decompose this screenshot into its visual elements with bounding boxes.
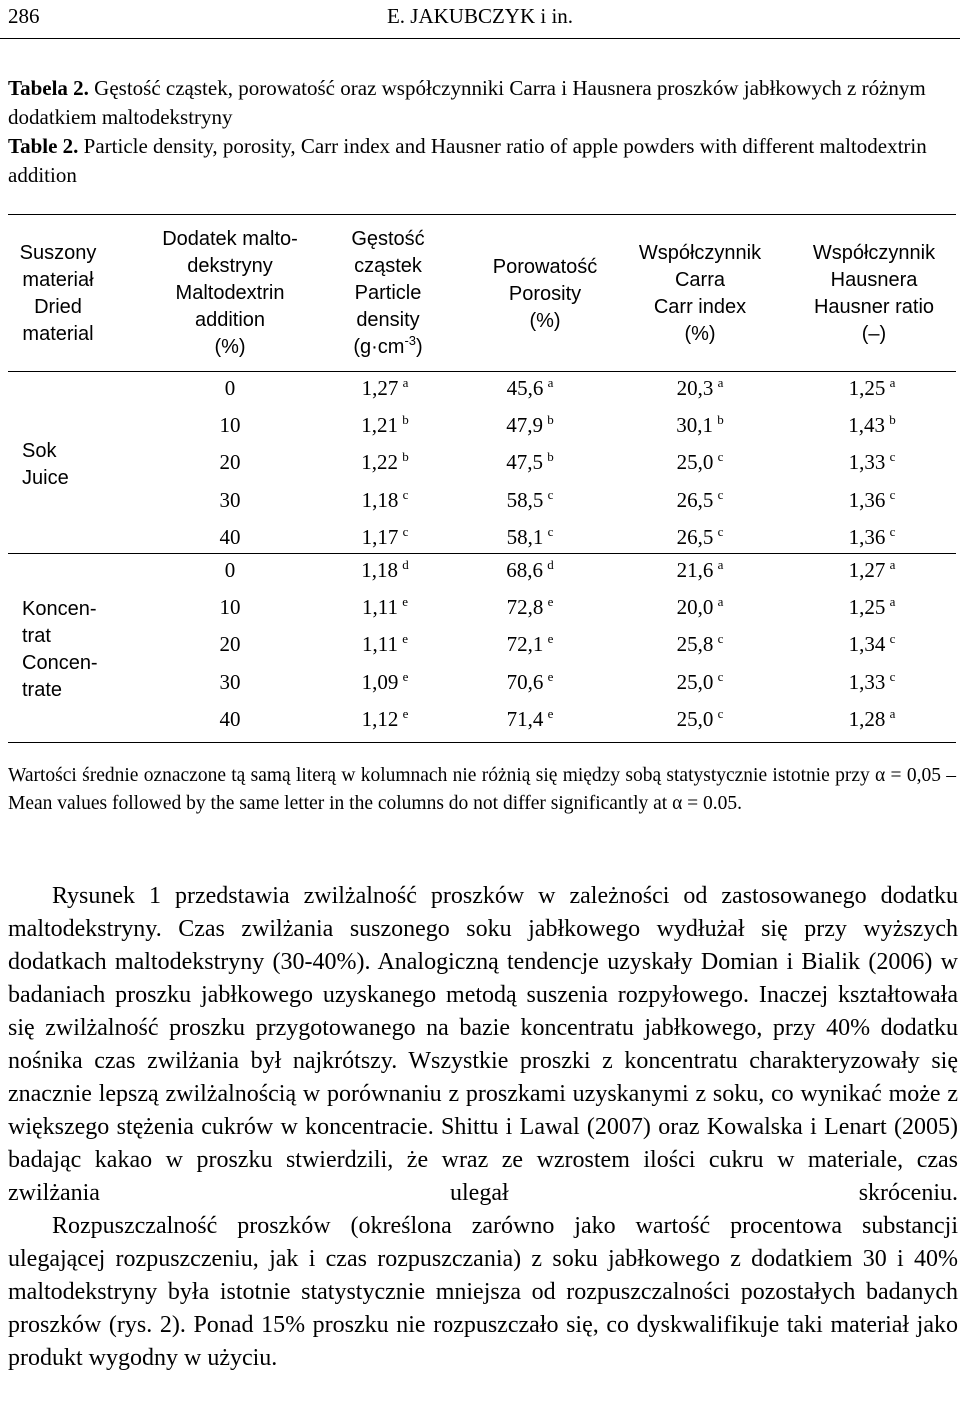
cell-value: 1,28 [848,706,886,731]
cell-value: 68,6 [506,558,544,582]
header-carr: Współczynnik Carra Carr index (%) [638,242,762,345]
cell-carr [645,488,755,513]
significance-letter: c [717,486,724,502]
cell-value: 30 [219,487,241,512]
significance-letter: e [547,631,554,647]
cell-density [330,525,440,550]
significance-letter: c [402,523,409,539]
cell-value: 26,5 [676,487,714,512]
significance-letter: c [717,523,724,539]
significance-letter: a [889,705,896,721]
significance-letter: d [402,557,409,572]
cell-value: 1,17 [361,524,399,549]
significance-letter: e [547,668,554,684]
cell-porosity [475,670,585,695]
caption-en-label: Table 2. [8,134,79,158]
table-caption [8,74,956,190]
cell-value: 1,18 [361,487,399,512]
significance-letter: a [717,375,724,390]
cell-porosity [475,558,585,583]
cell-density [330,413,440,438]
significance-letter: c [717,631,724,647]
cell-porosity [475,707,585,732]
cell-value: 1,27 [361,376,399,400]
cell-carr [645,595,755,620]
caption-en-text: Particle density, porosity, Carr index and Hausner ratio of apple powders with different maltodextrin addition [8,134,927,187]
cell-value: 1,12 [361,706,399,731]
cell-value: 47,5 [506,450,544,475]
cell-density [330,632,440,657]
cell-value: 40 [219,706,241,731]
cell-carr [645,707,755,732]
cell-value: 72,1 [506,632,544,657]
cell-porosity [475,450,585,475]
cell-addition [190,376,270,401]
table-footnote: Wartości średnie oznaczone tą samą literą w kolumnach nie różnią się między sobą statystycznie istotnie przy α = 0,05 – Mean values followed by the same letter in the columns do not differ significantly at α = 0.05. [8,765,956,814]
significance-letter: e [402,668,409,684]
cell-value: 25,0 [676,669,714,694]
table-top-rule [8,214,956,215]
cell-carr [645,632,755,657]
cell-value: 58,5 [506,487,544,512]
significance-letter: a [717,594,724,610]
cell-value: 25,8 [676,632,714,657]
cell-value: 20,3 [676,376,714,400]
cell-addition [190,632,270,657]
paragraph-solubility: Rozpuszczalność proszków (określona zarówno jako wartość procentowa substancji ulegającej rozpuszczeniu, jak i czas rozpuszczania) z soku jabłkowego z dodatkiem 30 i 40% maltodekstryny była istotnie statystycznie mniejsza od rozpuszczalności pozostałych badanych proszków (rys. 2). Ponad 15% proszku nie rozpuszczało się, co dyskwalifikuje taki materiał jako produkt wygodny w użyciu. [8,1213,958,1371]
cell-addition [190,595,270,620]
cell-value: 1,33 [848,669,886,694]
cell-density [330,450,440,475]
body-text [8,880,958,1375]
cell-value: 72,8 [506,595,544,620]
cell-porosity [475,595,585,620]
cell-value: 40 [219,524,241,549]
significance-letter: e [547,705,554,721]
table-bottom-rule [8,742,956,743]
cell-hausner [817,558,927,583]
cell-addition [190,450,270,475]
page-number: 286 [8,4,40,28]
cell-porosity [475,525,585,550]
cell-value: 10 [219,595,241,620]
cell-hausner [817,525,927,550]
cell-density [330,670,440,695]
caption-english [8,132,956,190]
significance-letter: e [402,705,409,721]
significance-letter: c [547,523,554,539]
header-material: Suszony materiał Dried material [19,242,97,345]
cell-value: 26,5 [676,524,714,549]
cell-value: 25,0 [676,706,714,731]
cell-addition [190,670,270,695]
significance-letter: c [889,523,896,539]
cell-density [330,707,440,732]
cell-hausner [817,670,927,695]
significance-letter: c [889,449,896,465]
cell-value: 1,21 [361,413,399,438]
caption-pl-text: Gęstość cząstek, porowatość oraz współczynniki Carra i Hausnera proszków jabłkowych z różnym dodatkiem maltodekstryny [8,76,926,129]
cell-hausner [817,595,927,620]
significance-letter: a [402,375,409,390]
cell-value: 1,36 [848,487,886,512]
significance-letter: b [889,412,896,428]
cell-carr [645,558,755,583]
significance-letter: c [889,631,896,647]
header-hausner: Współczynnik Hausnera Hausner ratio (–) [812,242,936,345]
table-header-rule [8,371,956,372]
group-label-concentrate: Koncen- trat Concen- trate [22,598,98,701]
cell-value: 1,33 [848,450,886,475]
cell-value: 71,4 [506,706,544,731]
significance-letter: a [889,594,896,610]
page-header [0,0,960,39]
cell-value: 30 [219,669,241,694]
paragraph-wettability: Rysunek 1 przedstawia zwilżalność proszków w zależności od zastosowanego dodatku maltodekstryny. Czas zwilżania suszonego soku jabłkowego wydłużał się przy wyższych dodatkach maltodekstryny (30-40%). Analogiczną tendencje uzyskały Domian i Bialik (2006) w badaniach proszku jabłkowego uzyskanego metodą suszenia rozpyłowego. Inaczej kształtowała się zwilżalność proszku przygotowanego na bazie koncentratu jabłkowego, przy 40% dodatku nośnika czas zwilżania był najkrótszy. Wszystkie proszki z koncentratu charakteryzowały się znacznie lepszą zwilżalnością w porównaniu z proszkami uzyskanymi z soku, co wynikać może z większego stężenia cukrów w koncentracie. Shittu i Lawal (2007) oraz Kowalska i Lenart (2005) badając kakao w proszku stwierdzili, że wraz ze wzrostem ilości cukru w materiale, czas zwilżania ulegał skróceniu. [8,883,958,1206]
cell-porosity [475,488,585,513]
header-porosity: Porowatość Porosity (%) [492,256,598,332]
cell-value: 58,1 [506,524,544,549]
significance-letter: b [402,449,409,465]
cell-addition [190,525,270,550]
cell-hausner [817,413,927,438]
group-label-juice: Sok Juice [22,440,69,489]
cell-value: 1,22 [361,450,399,475]
cell-carr [645,670,755,695]
significance-letter: c [717,449,724,465]
cell-value: 1,11 [362,595,398,620]
cell-carr [645,450,755,475]
cell-porosity [475,632,585,657]
cell-porosity [475,413,585,438]
cell-density [330,595,440,620]
significance-letter: d [547,557,554,572]
cell-addition [190,707,270,732]
cell-value: 1,18 [361,558,399,582]
cell-value: 70,6 [506,669,544,694]
cell-carr [645,525,755,550]
caption-pl-label: Tabela 2. [8,76,89,100]
significance-letter: b [402,412,409,428]
cell-value: 21,6 [676,558,714,582]
caption-polish [8,74,956,132]
cell-value: 1,25 [848,376,886,400]
cell-value: 20 [219,632,241,657]
cell-hausner [817,376,927,401]
cell-value: 1,11 [362,632,398,657]
significance-letter: e [402,594,408,610]
cell-density [330,376,440,401]
table-group-rule [8,553,956,554]
cell-hausner [817,707,927,732]
cell-value: 30,1 [676,413,714,438]
cell-value: 1,27 [848,558,886,582]
cell-value: 45,6 [506,376,544,400]
cell-density [330,488,440,513]
cell-value: 0 [224,376,236,400]
significance-letter: c [717,705,724,721]
cell-value: 1,36 [848,524,886,549]
cell-value: 47,9 [506,413,544,438]
cell-value: 20 [219,450,241,475]
significance-letter: c [547,486,554,502]
running-title: E. JAKUBCZYK i in. [386,4,574,28]
significance-letter: c [889,486,896,502]
cell-value: 1,43 [848,413,886,438]
cell-hausner [817,632,927,657]
cell-addition [190,558,270,583]
cell-addition [190,413,270,438]
significance-letter: e [547,594,554,610]
cell-value: 25,0 [676,450,714,475]
cell-value: 0 [224,558,236,582]
cell-carr [645,413,755,438]
significance-letter: e [402,631,408,647]
cell-value: 1,34 [848,632,886,657]
significance-letter: a [889,375,896,390]
cell-hausner [817,450,927,475]
cell-porosity [475,376,585,401]
cell-value: 1,25 [848,595,886,620]
significance-letter: c [717,668,724,684]
significance-letter: a [889,557,896,572]
cell-hausner [817,488,927,513]
cell-value: 10 [219,413,241,438]
significance-letter: b [547,412,554,428]
cell-addition [190,488,270,513]
header-addition: Dodatek malto- dekstryny Maltodextrin addition (%) [162,228,298,358]
significance-letter: a [717,557,724,572]
header-density: Gęstość cząstek Particle density $(g\cdot cm^{-3})$ [351,228,425,358]
cell-value: 20,0 [676,595,714,620]
significance-letter: c [402,486,409,502]
significance-letter: c [889,668,896,684]
cell-carr [645,376,755,401]
significance-letter: a [547,375,554,390]
cell-density [330,558,440,583]
significance-letter: b [717,412,724,428]
cell-value: 1,09 [361,669,399,694]
significance-letter: b [547,449,554,465]
